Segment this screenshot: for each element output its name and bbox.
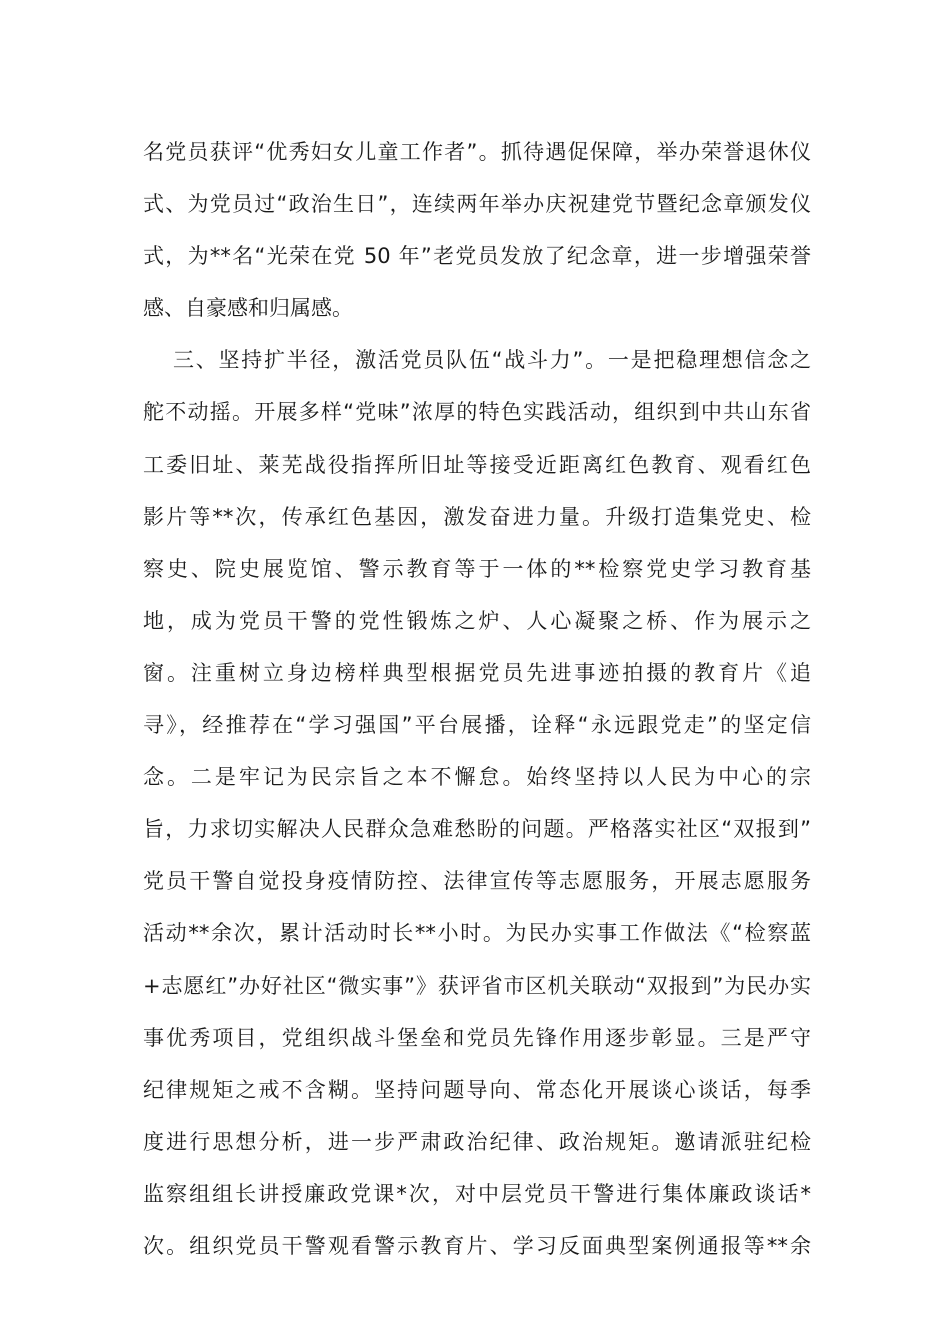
text-line: 纪律规矩之戒不含糊。坚持问题导向、常态化开展谈心谈话，每季: [143, 1077, 811, 1102]
text-line: 念。二是牢记为民宗旨之本不懈怠。始终坚持以人民为中心的宗: [143, 765, 811, 790]
text-line: 舵不动摇。开展多样“党味”浓厚的特色实践活动，组织到中共山东省: [143, 400, 811, 425]
text-line: 式，为**名“光荣在党 50 年”老党员发放了纪念章，进一步增强荣誉: [143, 244, 811, 269]
text-line: 察史、院史展览馆、警示教育等于一体的**检察党史学习教育基: [143, 556, 811, 581]
text-line: 名党员获评“优秀妇女儿童工作者”。抓待遇促保障，举办荣誉退休仪: [143, 140, 811, 164]
text-line: 窗。注重树立身边榜样典型根据党员先进事迹拍摄的教育片《追: [143, 660, 811, 685]
text-line: 监察组组长讲授廉政党课*次，对中层党员干警进行集体廉政谈话*: [143, 1181, 811, 1206]
text-line: 工委旧址、莱芜战役指挥所旧址等接受近距离红色教育、观看红色: [143, 452, 811, 477]
text-line: 事优秀项目，党组织战斗堡垒和党员先锋作用逐步彰显。三是严守: [143, 1025, 811, 1050]
text-line: 寻》，经推荐在“学习强国”平台展播，诠释“永远跟党走”的坚定信: [143, 713, 811, 738]
text-line: 旨，力求切实解决人民群众急难愁盼的问题。严格落实社区“双报到”: [143, 817, 811, 842]
text-line: 党员干警自觉投身疫情防控、法律宣传等志愿服务，开展志愿服务: [143, 869, 811, 894]
text-line: 感、自豪感和归属感。: [143, 296, 353, 321]
paragraph-section-three: [143, 334, 811, 1272]
body-text: [143, 126, 811, 1272]
text-line: 度进行思想分析，进一步严肃政治纪律、政治规矩。邀请派驻纪检: [143, 1129, 811, 1154]
text-line: 活动**余次，累计活动时长**小时。为民办实事工作做法《“检察蓝: [143, 921, 811, 946]
text-line: 影片等**次，传承红色基因，激发奋进力量。升级打造集党史、检: [143, 504, 811, 529]
paragraph-honors: [143, 126, 811, 334]
text-line: 次。组织党员干警观看警示教育片、学习反面典型案例通报等**余: [143, 1233, 811, 1258]
section-heading-line: 三、坚持扩半径，激活党员队伍“战斗力”。一是把稳理想信念之: [173, 348, 811, 373]
text-line: +志愿红”办好社区“微实事”》获评省市区机关联动“双报到”为民办实: [143, 973, 811, 998]
text-line: 地，成为党员干警的党性锻炼之炉、人心凝聚之桥、作为展示之: [143, 608, 811, 633]
text-line: 式、为党员过“政治生日”，连续两年举办庆祝建党节暨纪念章颁发仪: [143, 192, 811, 217]
